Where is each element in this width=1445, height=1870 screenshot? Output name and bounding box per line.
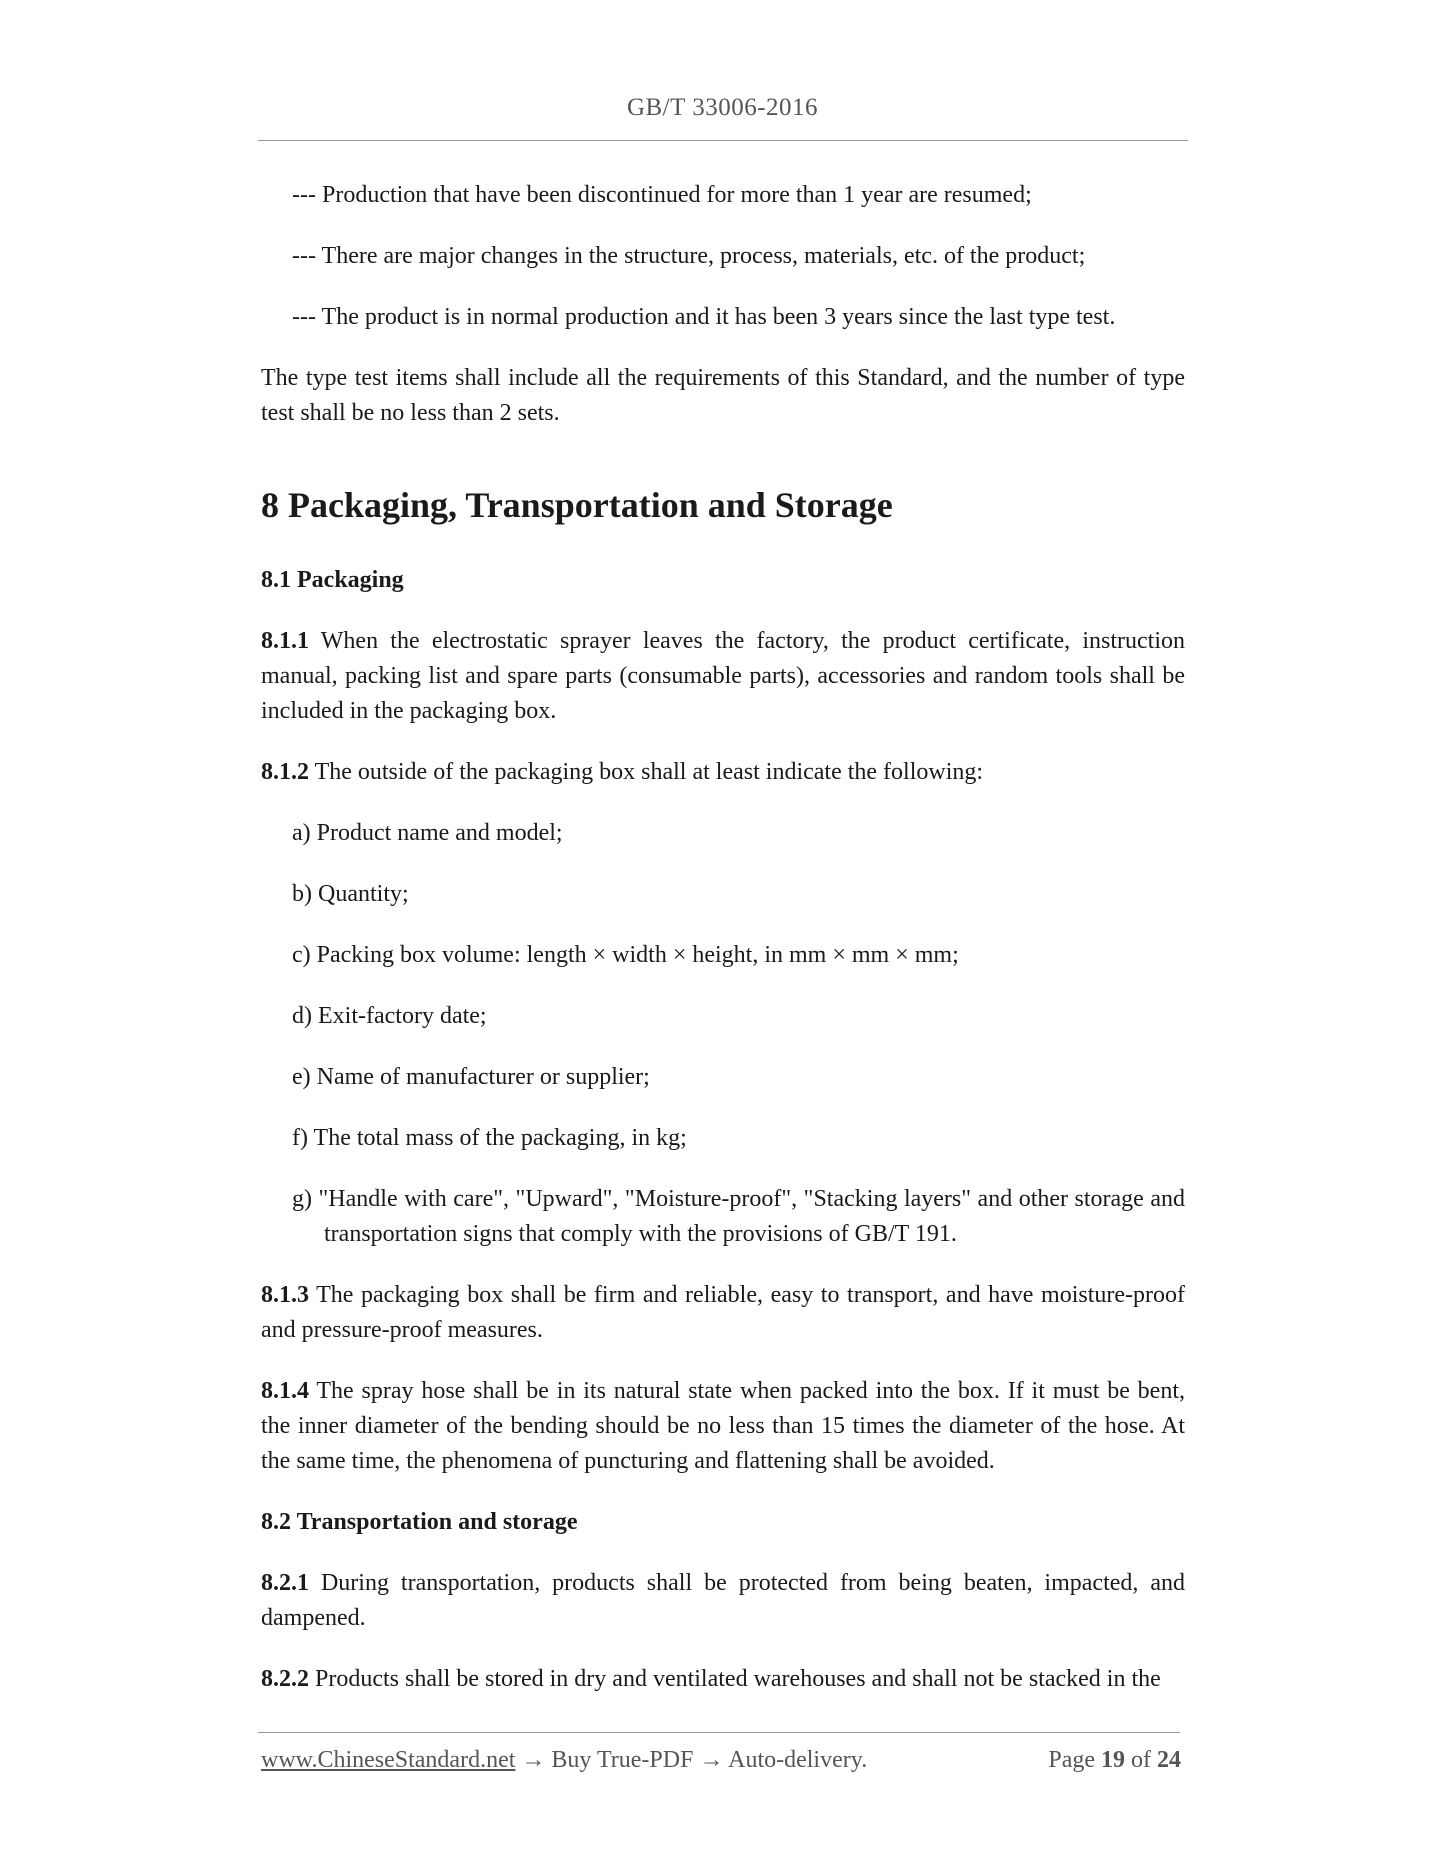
list-item-f: f) The total mass of the packaging, in kg; xyxy=(292,1125,687,1151)
clause-text: The spray hose shall be in its natural state when packed into the box. If it must be bent, the inner diameter of the bending should be no less than 15 times the diameter of the hose. At the same time, the phenomena of puncturing and flattening shall be avoided. xyxy=(261,1378,1185,1474)
list-item-e: e) Name of manufacturer or supplier; xyxy=(292,1064,650,1090)
clause-8-2-2 xyxy=(261,1662,1185,1697)
website-link[interactable]: www.ChineseStandard.net xyxy=(261,1747,516,1773)
current-page-number: 19 xyxy=(1101,1747,1125,1773)
list-item-a: a) Product name and model; xyxy=(292,820,563,846)
page-indicator xyxy=(1048,1747,1181,1774)
clause-8-1-2 xyxy=(261,755,1185,790)
list-item-b: b) Quantity; xyxy=(292,881,409,907)
subsection-8-1-heading: 8.1 Packaging xyxy=(261,567,404,593)
document-body xyxy=(261,178,1185,1723)
subsection-8-2-heading: 8.2 Transportation and storage xyxy=(261,1509,578,1535)
clause-number: 8.1.4 xyxy=(261,1378,309,1404)
clause-text: The outside of the packaging box shall at least indicate the following: xyxy=(309,759,984,785)
footer-promo xyxy=(261,1747,867,1774)
clause-number: 8.2.1 xyxy=(261,1570,309,1596)
clause-text: During transportation, products shall be protected from being beaten, impacted, and dampened. xyxy=(261,1570,1185,1631)
list-item-c: c) Packing box volume: length × width × height, in mm × mm × mm; xyxy=(292,942,959,968)
dash-item-3: --- The product is in normal production and it has been 3 years since the last type test. xyxy=(292,304,1116,330)
clause-number: 8.1.2 xyxy=(261,759,309,785)
clause-number: 8.2.2 xyxy=(261,1666,309,1692)
list-item-g: g) "Handle with care", "Upward", "Moisture-proof", "Stacking layers" and other storage and transportation signs that comply with the provisions of GB/T 191. xyxy=(292,1186,1185,1247)
dash-item-1: --- Production that have been discontinued for more than 1 year are resumed; xyxy=(292,182,1032,208)
clause-text: The packaging box shall be firm and reliable, easy to transport, and have moisture-proof and pressure-proof measures. xyxy=(261,1282,1185,1343)
clause-8-1-3 xyxy=(261,1278,1185,1348)
page-label: Page xyxy=(1048,1747,1101,1773)
footer-promo-text: → Buy True-PDF → Auto-delivery. xyxy=(515,1747,868,1773)
header-divider xyxy=(258,140,1188,141)
of-label: of xyxy=(1125,1747,1157,1773)
clause-number: 8.1.1 xyxy=(261,628,309,654)
dash-item-2: --- There are major changes in the structure, process, materials, etc. of the product; xyxy=(292,243,1086,269)
total-pages-number: 24 xyxy=(1157,1747,1181,1773)
page-header-title: GB/T 33006-2016 xyxy=(626,94,819,121)
clause-text: Products shall be stored in dry and ventilated warehouses and shall not be stacked in the xyxy=(309,1666,1161,1692)
footer-divider xyxy=(258,1732,1180,1733)
type-test-paragraph: The type test items shall include all the requirements of this Standard, and the number of type test shall be no less than 2 sets. xyxy=(261,365,1185,426)
clause-number: 8.1.3 xyxy=(261,1282,309,1308)
list-item-d: d) Exit-factory date; xyxy=(292,1003,487,1029)
clause-8-1-1 xyxy=(261,624,1185,729)
clause-8-2-1 xyxy=(261,1566,1185,1636)
section-8-heading: 8 Packaging, Transportation and Storage xyxy=(261,485,893,525)
clause-text: When the electrostatic sprayer leaves the factory, the product certificate, instruction manual, packing list and spare parts (consumable parts), accessories and random tools shall be included in the packaging box. xyxy=(261,628,1185,724)
clause-8-1-4 xyxy=(261,1374,1185,1479)
